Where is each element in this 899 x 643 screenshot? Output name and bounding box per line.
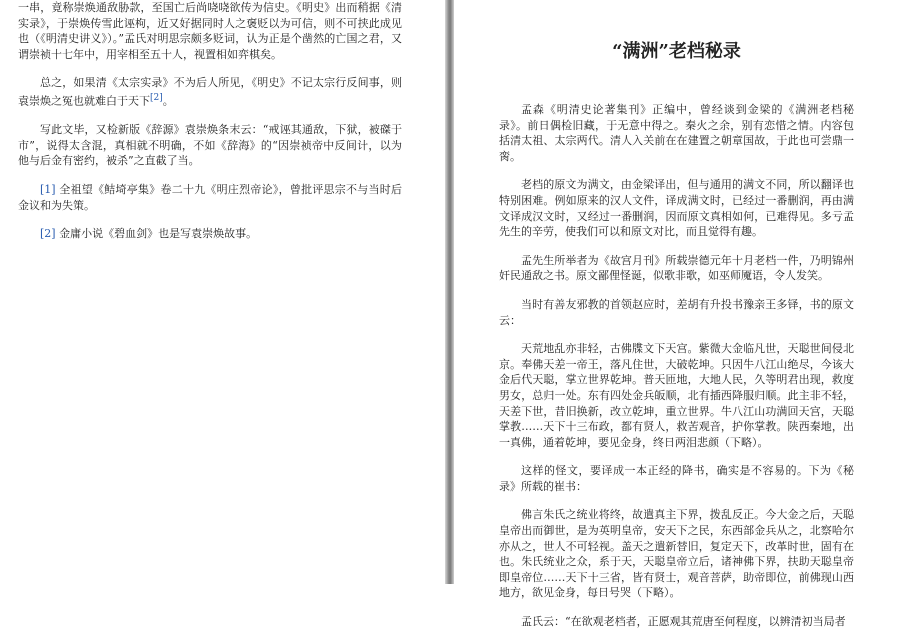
- footnote: [18, 182, 402, 213]
- page-gutter: [445, 0, 454, 584]
- footnotes: [18, 182, 402, 242]
- footnote-ref-link[interactable]: [2]: [150, 92, 163, 103]
- quoted-paragraph: 佛言朱氏之统业将终，故遣真主下界，拨乱反正。今大金之后，天聪皇帝出而御世，是为英明皇帝，安天下之民，东西部金兵从之，北察哈尔亦从之，世人不可轻视。盖天之遣新替旧，复定天下，改革时世，固有在也。朱氏统业之众，系于天，天聪皇帝立后，诸神佛下界，扶助天聪皇帝即皇帝位……天下十三省，皆有贤士，观音菩萨，助帝即位，前佛现山西地方，欲见金身，每日号哭（下略）。: [499, 508, 854, 600]
- paragraph: 这样的怪文，要译成一本正经的降书，确实是不容易的。下为《秘录》所载的崔书：: [499, 464, 854, 493]
- right-page-content: [499, 40, 854, 643]
- footnote-number-link[interactable]: [2]: [40, 227, 56, 241]
- paragraph: 一串，竟称崇焕通敌胁款，至国亡后尚哓哓欲传为信史。《明史》出而稍据《清实录》，于崇焕传雪此诬枸，近又好据同时人之褒贬以为可信，则不可挟此成见也（《明清史讲义》）。”孟氏对明思宗颇多贬词，认为正是个凿然的亡国之君，又谓崇祯十七年中，用宰相至五十人，视置相如弈棋矣。: [18, 1, 402, 61]
- paragraph: 孟森《明清史论著集刊》正编中，曾经谈到金梁的《满洲老档秘录》。前日偶检旧藏，于无意中得之。秦火之余，别有恋惜之情。内容包括清太祖、太宗两代。清人入关前在在建置之朝章国故，于此也可尝鼎一脔。: [499, 103, 854, 163]
- quoted-paragraph: 天荒地乱亦非轻，古佛牒文下天宫。紫微大金临凡世，天聪世间侵北京。奉佛天差一帝王，落凡住世，大破乾坤。只因牛八江山绝尽，今该大金后代天聪，掌立世界乾坤。普天匝地，大地人民，久等明君出现，救度男女，总归一处。东有四处金兵皈顺，北有插西降服归顺。此主非不轻，天差下世，昔旧换新，改立乾坤，重立世界。牛八江山功满回天宫，天聪掌教……天下十三布政，都有贤人，救苦观音，护你掌教。陕西秦地，出一真佛，通着乾坤，要见金身，终日两泪悲颜（下略）。: [499, 342, 854, 449]
- footnote-text: 金庸小说《碧血剑》也是写袁崇焕故事。: [55, 227, 258, 241]
- paragraph: 孟氏云：“在欲观老档者，正愿观其荒唐至何程度，以辨清初当局者: [521, 615, 846, 629]
- chapter-title: “满洲”老档秘录: [612, 41, 741, 62]
- paragraph: 当时有善友邪教的首领赵应时，差胡有升投书豫亲王多铎，书的原文云：: [499, 297, 854, 327]
- paragraph: 孟先生所举者为《故宫月刊》所载崇德元年十月老档一件，乃明锦州奸民通敌之书。原文鄙俚怪诞，似歌非歌，如巫师魇语，令人发笑。: [499, 253, 854, 283]
- footnote: [18, 226, 402, 242]
- footnote-text: 全祖望《鲒埼亭集》卷二十九《明庄烈帝论》，曾批评思宗不与当时后金议和为失策。: [18, 183, 402, 212]
- footnote-number-link[interactable]: [1]: [40, 183, 56, 196]
- paragraph-text: 总之，如果清《太宗实录》不为后人所见，《明史》不记太宗行反间事，则袁崇焕之冤也就难白于天下: [18, 76, 402, 108]
- paragraph: 写此文毕，又检新版《辞源》袁崇焕条末云：“戒诬其通敌，下狱，被磔于市”，说得太含混，真相就不明确，不如《辞海》的“因崇祯帝中反间计，以为他与后金有密约，被杀”之直截了当。: [18, 123, 402, 168]
- paragraph: 老档的原文为满文，由金梁译出，但与通用的满文不同，所以翻译也特别困难。例如原来的汉人文件，译成满文时，已经过一番删润，再由满文译成汉文时，又经过一番删润，因而原文真相如何，已难得见。多亏孟先生的辛劳，使我们可以和原文对比，而且觉得有趣。: [499, 178, 854, 239]
- paragraph: 总之，如果清《太宗实录》不为后人所见，《明史》不记太宗行反间事，则袁崇焕之冤也就难白于天下[2]。: [18, 76, 402, 108]
- right-page: [454, 0, 899, 629]
- left-page-content: [18, 0, 402, 255]
- left-page: [0, 0, 445, 584]
